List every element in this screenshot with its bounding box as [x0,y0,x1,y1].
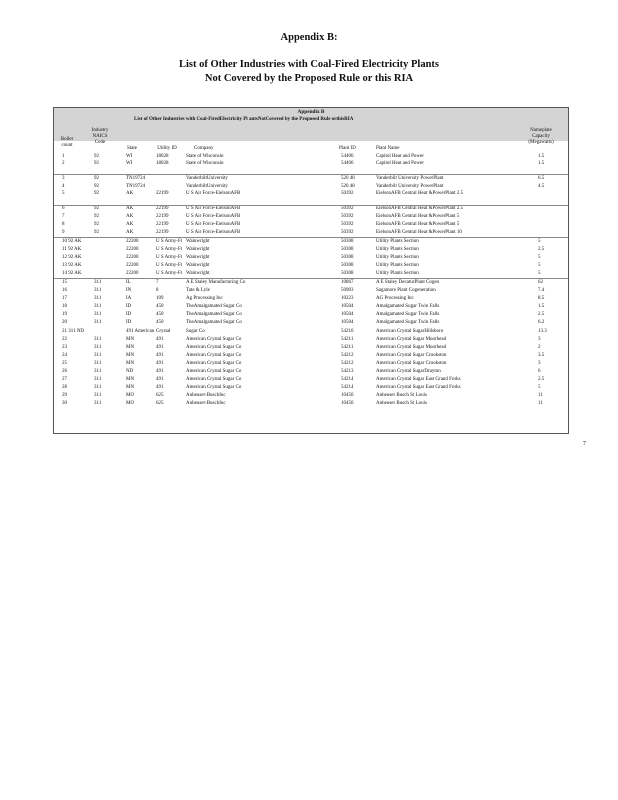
cell-pname: Capitol Heat and Power [376,161,424,166]
cell-pname: Sagamore Plant Cogeneration [376,288,436,293]
cell-company: U S Air Force-EielsonAFB [186,214,241,219]
cell-naics: 311 [94,361,102,366]
table-row [54,345,568,351]
cell-naics: 311 [94,288,102,293]
cell-pname: Utility Plants Section [376,271,419,276]
cell-naics: 311 [94,320,102,325]
cell-count: 12 92 AK [62,255,82,260]
cell-count: 28 [62,385,67,390]
cell-pid: 54210 [341,329,354,334]
cell-count: 27 [62,377,67,382]
cell-pid: 10867 [341,280,354,285]
cell-cap: 3.5 [538,353,545,358]
table-row [54,161,568,167]
cell-pname: Anheuser Busch St Louis [376,393,427,398]
table-row [54,401,568,407]
cell-state: 22200 [126,255,139,260]
cell-count: 16 [62,288,67,293]
cell-uid: 450 [156,304,164,309]
cell-pid: 54211 [341,345,354,350]
cell-naics: 311 [94,353,102,358]
header-nameplate-capacity: Nameplate Capacity (Megawatts) [528,128,554,145]
table-row [54,369,568,375]
header-boiler-count: Boiler count [60,137,74,148]
cell-company: U S Air Force-EielsonAFB [186,222,241,227]
row-group-divider [54,278,568,279]
cell-uid: Crystal [156,329,171,334]
cell-uid: U S Army-Ft [156,263,183,268]
table-row [54,263,568,269]
cell-naics: 92 [94,184,99,189]
cell-pid: 10223 [341,296,354,301]
cell-uid: 450 [156,320,164,325]
cell-state: IA [126,296,132,301]
table-band-title: Appendix B [297,109,325,115]
header-utility-id: Utility ID [157,146,177,151]
table-row [54,304,568,310]
cell-cap: 1.5 [538,161,545,166]
cell-uid: 7 [156,280,159,285]
cell-cap: 5 [538,271,541,276]
header-company: Company [194,146,214,151]
table-row [54,337,568,343]
cell-cap: 5 [538,239,541,244]
cell-count: 13 92 AK [62,263,82,268]
cell-uid: U S Army-Ft [156,271,183,276]
cell-cap: 1.5 [538,304,545,309]
cell-cap: 11 [538,401,543,406]
cell-pid: 50308 [341,255,354,260]
cell-company: Sugar Co [186,329,205,334]
cell-uid: 109 [156,296,164,301]
cell-count: 14 92 AK [62,271,82,276]
cell-uid: U S Army-Ft [156,255,183,260]
cell-uid: U S Army-Ft [156,247,183,252]
cell-pname: Vanderbilt University PowerPlant [376,184,444,189]
cell-state: 22200 [126,271,139,276]
cell-pid: 50308 [341,239,354,244]
cell-company: Wainwright [186,247,210,252]
cell-uid: 491 [156,385,164,390]
table-row [54,255,568,261]
cell-state: AK [126,191,134,196]
cell-cap: 6 [538,369,541,374]
cell-pname: EielsonAFB Central Heat &PowerPlant 10 [376,230,462,235]
cell-pname: Amalgamated Sugar Twin Falls [376,312,440,317]
cell-naics: 92 [94,161,99,166]
cell-state: IL [126,280,131,285]
cell-uid: 22199 [156,230,169,235]
cell-uid: 22199 [156,191,169,196]
table-row [54,206,568,212]
cell-cap: 62 [538,280,543,285]
cell-count: 8 [62,222,65,227]
cell-count: 1 [62,154,65,159]
cell-company: TheAmalgamated Sugar Co [186,320,242,325]
cell-pid: 520 48 [341,184,355,189]
cell-cap: 3 [538,337,541,342]
table-row [54,184,568,190]
cell-pname: AG Processing Inc [376,296,414,301]
cell-count: 17 [62,296,67,301]
cell-count: 26 [62,369,67,374]
cell-pid: 50308 [341,247,354,252]
cell-company: Anheuser-BuschInc [186,401,226,406]
cell-naics: 311 [94,312,102,317]
table-row [54,214,568,220]
table-row [54,271,568,277]
cell-state: MO [126,401,135,406]
cell-uid: 22199 [156,214,169,219]
plants-table [53,107,569,434]
cell-company: Wainwright [186,263,210,268]
cell-cap: 2 [538,345,541,350]
cell-pid: 50392 [341,191,354,196]
cell-pid: 10450 [341,401,354,406]
cell-cap: 6.5 [538,176,545,181]
table-row [54,377,568,383]
cell-naics: 92 [94,230,99,235]
cell-cap: 2.5 [538,312,545,317]
cell-state: TN19724 [126,184,146,189]
cell-company: VanderbiltUniversity [186,176,228,181]
header-state: State [127,146,137,151]
cell-company: U S Air Force-EielsonAFB [186,191,241,196]
cell-pname: American Crystal SugarHillsboro [376,329,444,334]
cell-cap: 8.5 [538,296,545,301]
cell-uid: 18028 [156,154,169,159]
table-row [54,320,568,326]
table-row [54,280,568,286]
page-number: 7 [583,441,586,447]
cell-pname: American Crystal Sugar Moorhead [376,337,447,342]
cell-company: A E Staley Manufacturing Co [186,280,246,285]
cell-naics: 311 [94,304,102,309]
cell-pname: American Crystal SugarDrayton [376,369,441,374]
cell-count: 21 311 ND [62,329,85,334]
table-row [54,230,568,236]
cell-company: Tate & Lyle [186,288,210,293]
cell-naics: 311 [94,393,102,398]
cell-pid: 520 48 [341,176,355,181]
cell-pid: 50903 [341,288,354,293]
cell-count: 30 [62,401,67,406]
cell-count: 6 [62,206,65,211]
cell-company: American Crystal Sugar Co [186,337,242,342]
cell-pid: 54214 [341,385,354,390]
cell-count: 23 [62,345,67,350]
cell-state: MN [126,361,135,366]
table-row [54,385,568,391]
header-plant-name: Plant Name [376,146,400,151]
cell-pname: A E Staley DecaturPlant Cogen [376,280,440,285]
cell-state: ID [126,320,132,325]
cell-cap: 5 [538,263,541,268]
cell-cap: 6.2 [538,320,545,325]
cell-count: 22 [62,337,67,342]
cell-pname: American Crystal Sugar Crookston [376,353,447,358]
cell-pname: Utility Plants Section [376,255,419,260]
cell-pname: EielsonAFB Central Heat &PowerPlant 2.5 [376,191,464,196]
cell-state: WI [126,154,133,159]
cell-state: AK [126,222,134,227]
table-row [54,154,568,160]
cell-company: Wainwright [186,255,210,260]
cell-company: U S Air Force-EielsonAFB [186,230,241,235]
cell-uid: U S Army-Ft [156,239,183,244]
cell-pid: 54212 [341,353,354,358]
cell-naics: 311 [94,369,102,374]
cell-count: 18 [62,304,67,309]
cell-pid: 50392 [341,206,354,211]
table-row [54,191,568,197]
cell-company: TheAmalgamated Sugar Co [186,304,242,309]
cell-count: 24 [62,353,67,358]
row-group-divider [54,205,568,206]
appendix-label: Appendix B: [280,32,338,43]
cell-naics: 311 [94,296,102,301]
cell-pid: 54211 [341,337,354,342]
document-title-line-1: List of Other Industries with Coal-Fired Electricity Plants [178,59,440,70]
cell-state: MO [126,393,135,398]
cell-pid: 54212 [341,361,354,366]
cell-count: 3 [62,176,65,181]
table-row [54,176,568,182]
cell-cap: 2.5 [538,247,545,252]
table-row [54,222,568,228]
cell-pname: American Crystal Sugar East Grand Forks [376,377,461,382]
cell-company: State of Wisconsin [186,161,224,166]
cell-pname: Utility Plants Section [376,239,419,244]
cell-naics: 311 [94,280,102,285]
cell-pname: Utility Plants Section [376,263,419,268]
cell-naics: 311 [94,401,102,406]
cell-company: American Crystal Sugar Co [186,377,242,382]
cell-pid: 10450 [341,393,354,398]
table-row [54,296,568,302]
cell-pname: American Crystal Sugar Moorhead [376,345,447,350]
cell-cap: 5 [538,255,541,260]
document-title-line-2: Not Covered by the Proposed Rule or this RIA [204,73,414,84]
cell-state: MN [126,345,135,350]
cell-pname: EielsonAFB Central Heat &PowerPlant 2.5 [376,206,464,211]
cell-cap: 2.5 [538,377,545,382]
cell-pname: Utility Plants Section [376,247,419,252]
cell-pname: Amalgamated Sugar Twin Falls [376,304,440,309]
header-naics-code: Industry NAICS Code [91,128,109,145]
cell-company: Wainwright [186,239,210,244]
cell-uid: 491 [156,377,164,382]
cell-pname: American Crystal Sugar Crookston [376,361,447,366]
cell-uid: 22199 [156,222,169,227]
cell-pid: 50392 [341,214,354,219]
cell-uid: 8 [156,288,159,293]
cell-state: AK [126,230,134,235]
cell-pid: 50392 [341,230,354,235]
table-row [54,393,568,399]
cell-state: TN19724 [126,176,146,181]
table-row [54,239,568,245]
cell-company: Anheuser-BuschInc [186,393,226,398]
cell-count: 20 [62,320,67,325]
table-row [54,329,568,335]
cell-uid: 491 [156,353,164,358]
header-plant-id: Plant ID [339,146,356,151]
cell-pid: 10504 [341,304,354,309]
cell-pname: American Crystal Sugar East Grand Forks [376,385,461,390]
cell-count: 25 [62,361,67,366]
cell-naics: 92 [94,222,99,227]
cell-naics: 92 [94,214,99,219]
cell-pid: 10504 [341,312,354,317]
cell-naics: 311 [94,337,102,342]
cell-naics: 92 [94,176,99,181]
cell-count: 15 [62,280,67,285]
cell-count: 9 [62,230,65,235]
table-row [54,361,568,367]
row-group-divider [54,237,568,238]
cell-company: American Crystal Sugar Co [186,361,242,366]
cell-cap: 3 [538,361,541,366]
cell-cap: 11 [538,393,543,398]
cell-pid: 50308 [341,263,354,268]
cell-pname: Vanderbilt University PowerPlant [376,176,444,181]
cell-uid: 491 [156,345,164,350]
table-band-subtitle: List of Other Industries with Coal-FiredElectricity Pl antsNotCovered by the Proposed Rule orthisRIA [134,117,354,122]
cell-count: 2 [62,161,65,166]
cell-count: 5 [62,191,65,196]
cell-pid: 10504 [341,320,354,325]
cell-naics: 92 [94,154,99,159]
cell-pid: 54214 [341,377,354,382]
cell-uid: 491 [156,337,164,342]
cell-state: 491 American [126,329,155,334]
cell-pname: Capitol Heat and Power [376,154,424,159]
cell-state: AK [126,214,134,219]
table-row [54,288,568,294]
cell-company: Ag Processing Inc [186,296,223,301]
cell-company: U S Air Force-EielsonAFB [186,206,241,211]
cell-pname: Anheuser Busch St Louis [376,401,427,406]
cell-pname: Amalgamated Sugar Twin Falls [376,320,440,325]
cell-state: AK [126,206,134,211]
cell-company: American Crystal Sugar Co [186,369,242,374]
cell-cap: 1.5 [538,154,545,159]
row-group-divider [54,174,568,175]
cell-state: MN [126,385,135,390]
cell-cap: 4.5 [538,184,545,189]
cell-state: ND [126,369,134,374]
cell-count: 10 92 AK [62,239,82,244]
table-header-band [54,108,568,141]
cell-state: MN [126,377,135,382]
cell-company: State of Wisconsin [186,154,224,159]
table-row [54,312,568,318]
cell-count: 4 [62,184,65,189]
cell-state: 22200 [126,263,139,268]
cell-state: 22200 [126,239,139,244]
cell-pid: 50392 [341,222,354,227]
cell-company: TheAmalgamated Sugar Co [186,312,242,317]
cell-pid: 54406 [341,161,354,166]
cell-naics: 92 [94,206,99,211]
cell-company: American Crystal Sugar Co [186,353,242,358]
cell-state: 22200 [126,247,139,252]
cell-company: American Crystal Sugar Co [186,345,242,350]
cell-state: IN [126,288,132,293]
cell-naics: 311 [94,377,102,382]
cell-count: 7 [62,214,65,219]
cell-cap: 5 [538,385,541,390]
cell-state: ID [126,304,132,309]
cell-count: 19 [62,312,67,317]
cell-pid: 54213 [341,369,354,374]
cell-company: VanderbiltUniversity [186,184,228,189]
cell-naics: 311 [94,385,102,390]
cell-uid: 450 [156,312,164,317]
cell-pname: EielsonAFB Central Heat &PowerPlant 5 [376,222,460,227]
cell-state: MN [126,337,135,342]
table-row [54,353,568,359]
cell-naics: 92 [94,191,99,196]
cell-state: WI [126,161,133,166]
cell-company: American Crystal Sugar Co [186,385,242,390]
cell-uid: 625 [156,401,164,406]
cell-uid: 22199 [156,206,169,211]
cell-company: Wainwright [186,271,210,276]
cell-cap: 7.4 [538,288,545,293]
cell-uid: 625 [156,393,164,398]
cell-uid: 18028 [156,161,169,166]
cell-state: MN [126,353,135,358]
cell-count: 29 [62,393,67,398]
cell-naics: 311 [94,345,102,350]
cell-uid: 491 [156,361,164,366]
cell-cap: 13.3 [538,329,547,334]
cell-state: ID [126,312,132,317]
table-row [54,247,568,253]
cell-pname: EielsonAFB Central Heat &PowerPlant 5 [376,214,460,219]
cell-pid: 54406 [341,154,354,159]
cell-count: 11 92 AK [62,247,82,252]
cell-uid: 491 [156,369,164,374]
cell-pid: 50308 [341,271,354,276]
